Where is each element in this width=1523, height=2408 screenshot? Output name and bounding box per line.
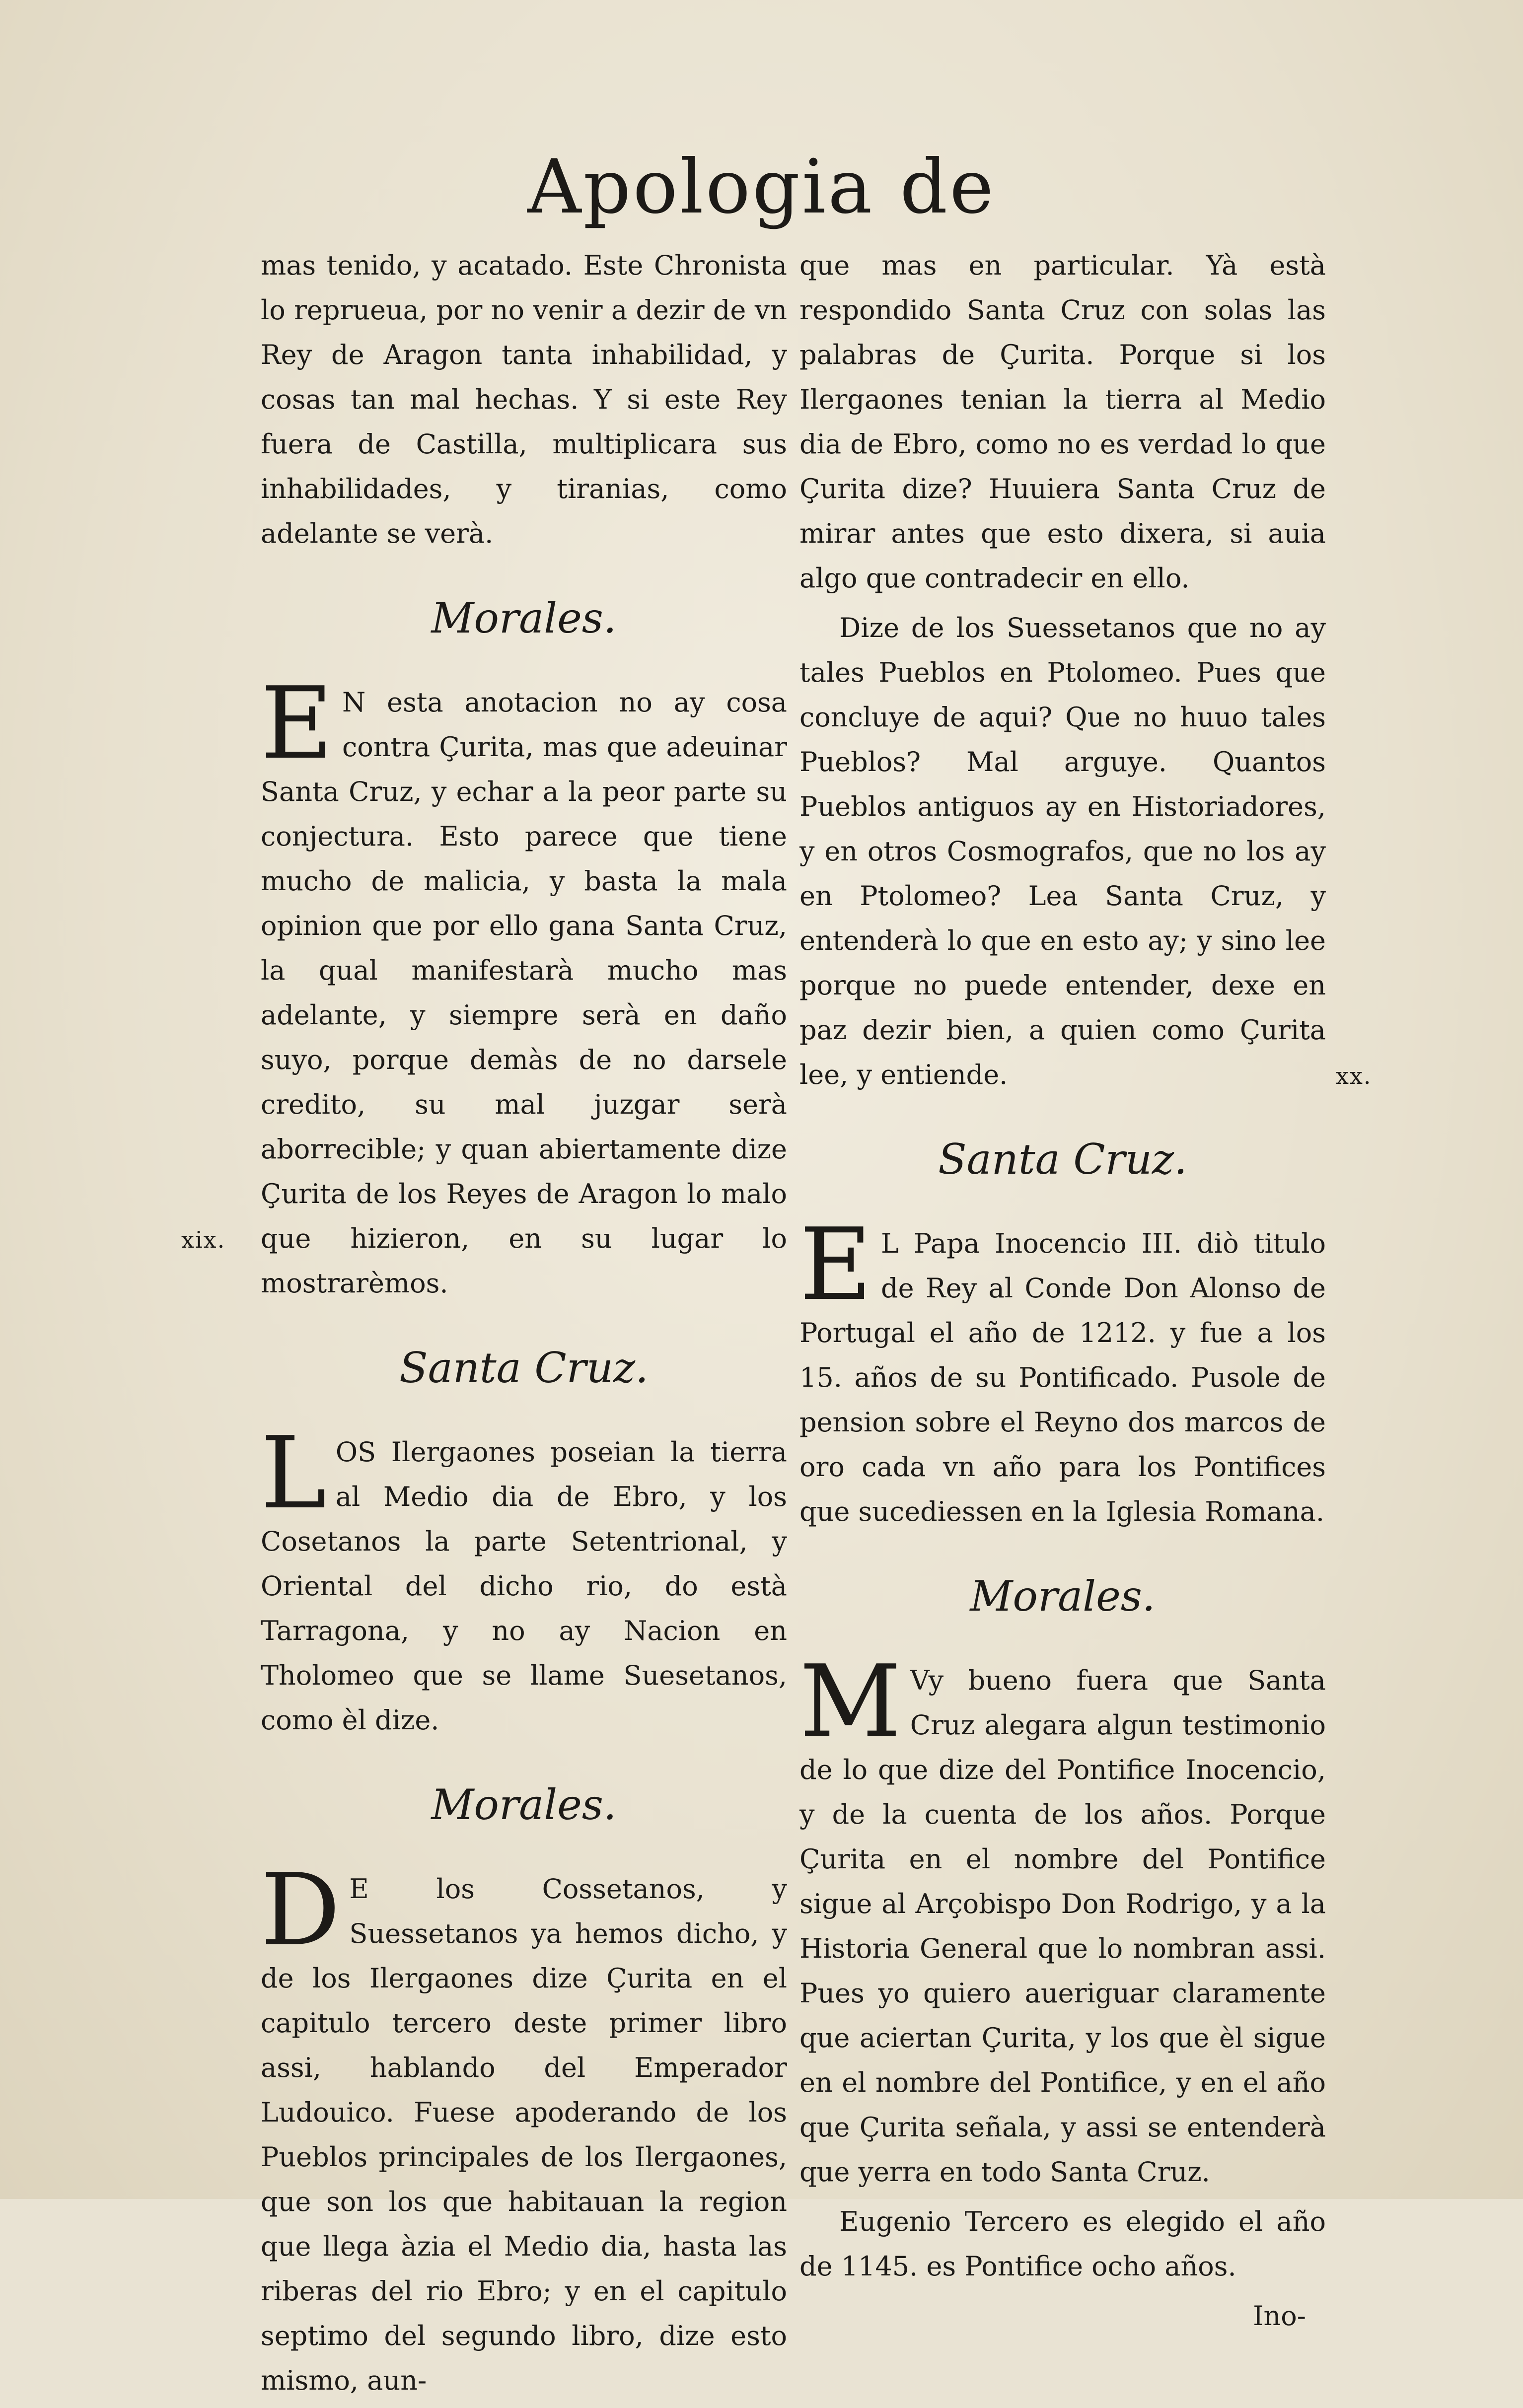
paragraph: mas tenido, y acatado. Este Chronista lo reprueua, por no venir a dezir de vn Rey de Aragon tanta inhabilidad, y cosas tan mal hechas. Y si este Rey fuera de Castilla, multiplicara sus inhabilidades, y tiranias, como adelante se verà. (261, 250, 787, 549)
paragraph: Eugenio Tercero es elegido el año de 1145. es Pontifice ocho años. (799, 2206, 1326, 2282)
paragraph (799, 1207, 1326, 1534)
paragraph-text: E los Cossetanos, y Suessetanos ya hemos dicho, y de los Ilergaones dize Çurita en el capitulo tercero deste primer libro assi, hablando del Emperador Ludouico. Fuese apoderando de los Pueblos principales de los Ilergaones, que son los que habitauan la region que llega àzia el Medio dia, hasta las riberas del rio Ebro; y en el capitulo septimo del segundo libro, dize esto mismo, aun- (261, 1873, 787, 2396)
drop-cap: E (261, 666, 333, 781)
section-heading: Morales. (431, 1780, 617, 1829)
paragraph: Dize de los Suessetanos que no ay tales Pueblos en Ptolomeo. Pues que concluye de aqui? Que no huuo tales Pueblos? Mal arguye. Quantos Pueblos antiguos ay en Historiadores, y en otros Cosmografos, que no los ay en Ptolomeo? Lea Santa Cruz, y entenderà lo que en esto ay; y sino lee porque no puede entender, dexe en paz dezir bien, a quien como Çurita lee, y entiende. (799, 612, 1326, 1090)
drop-cap: M (799, 1644, 901, 1760)
paragraph (799, 1644, 1326, 2195)
left-column (261, 243, 787, 2408)
catchword: Ino- (1253, 2300, 1306, 2332)
paragraph (261, 1852, 787, 2403)
paragraph (261, 666, 787, 1306)
drop-cap: E (799, 1207, 872, 1323)
drop-cap: L (261, 1416, 327, 1531)
margin-note-xx: xx. (1336, 1062, 1372, 1089)
section-heading: Morales. (970, 1572, 1156, 1621)
right-column (799, 243, 1326, 2338)
paragraph-text: N esta anotacion no ay cosa contra Çurita, mas que adeuinar Santa Cruz, y echar a la peor parte su conjectura. Esto parece que tiene mucho de malicia, y basta la mala opinion que por ello gana Santa Cruz, la qual manifestarà mucho mas adelante, y siempre serà en daño suyo, porque demàs de no darsele credito, su mal juzgar serà aborrecible; y quan abiertamente dize Çurita de los Reyes de Aragon lo malo que hizieron, en su lugar lo mostrarèmos. (261, 687, 787, 1299)
drop-cap: D (261, 1852, 341, 1968)
paragraph-text: Vy bueno fuera que Santa Cruz alegara algun testimonio de lo que dize del Pontifice Inocencio, y de la cuenta de los años. Porque Çurita en el nombre del Pontifice sigue al Arçobispo Don Rodrigo, y a la Historia General que lo nombran assi. Pues yo quiero aueriguar claramente que aciertan Çurita, y los que èl sigue en el nombre del Pontifice, y en el año que Çurita señala, y assi se entenderà que yerra en todo Santa Cruz. (799, 1665, 1326, 2188)
paragraph: que mas en particular. Yà està respondido Santa Cruz con solas las palabras de Çurita. Porque si los Ilergaones tenian la tierra al Medio dia de Ebro, como no es verdad lo que Çurita dize? Huuiera Santa Cruz de mirar antes que esto dixera, si auia algo que contradecir en ello. (799, 250, 1326, 594)
section-heading: Santa Cruz. (938, 1135, 1187, 1184)
section-heading: Santa Cruz. (399, 1344, 649, 1392)
paragraph-text: L Papa Inocencio III. diò titulo de Rey al Conde Don Alonso de Portugal el año de 1212. y fue a los 15. años de su Pontificado. Pusole de pension sobre el Reyno dos marcos de oro cada vn año para los Pontifices que sucediessen en la Iglesia Romana. (799, 1228, 1326, 1527)
paragraph-text: OS Ilergaones poseian la tierra al Medio dia de Ebro, y los Cosetanos la parte Setentrional, y Oriental del dicho rio, do està Tarragona, y no ay Nacion en Tholomeo que se llame Suesetanos, como èl dize. (261, 1436, 787, 1736)
section-heading: Morales. (431, 594, 617, 642)
running-header: Apologia de (527, 144, 996, 230)
paragraph (261, 1416, 787, 1743)
margin-note-xix: xix. (181, 1226, 226, 1253)
